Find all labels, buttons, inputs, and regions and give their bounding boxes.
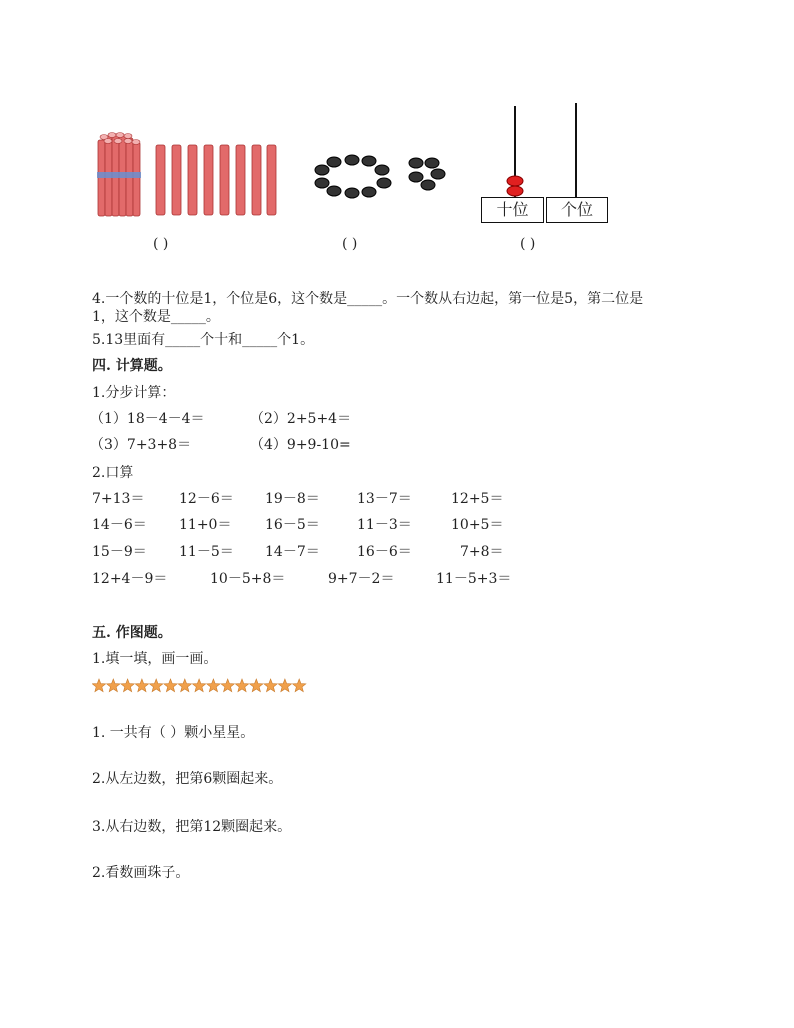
section-4-sub-1: 1.分步计算： — [92, 385, 176, 401]
mental-math-item: 11－5＝ — [179, 544, 234, 560]
abacus-ones-rod — [575, 103, 577, 198]
question-4-line-2: 1，这个数是_____。 — [92, 309, 220, 325]
star-question-1: 1. 一共有（ ）颗小星星。 — [92, 725, 255, 741]
star-icon[interactable] — [150, 679, 163, 692]
mental-math-item: 14－6＝ — [92, 517, 147, 533]
star-icon[interactable] — [164, 679, 177, 692]
star-icon[interactable] — [207, 679, 220, 692]
mental-math-item: 7+8＝ — [460, 544, 504, 560]
question-5: 5.13里面有_____个十和_____个1。 — [92, 332, 315, 348]
star-icon[interactable] — [250, 679, 263, 692]
abacus-beads — [503, 174, 527, 198]
question-4-line-1: 4.一个数的十位是1，个位是6，这个数是_____。一个数从右边起，第一位是5，第二位是 — [92, 291, 644, 307]
step-calc-4: （4）9+9-10= — [250, 437, 351, 453]
star-icon[interactable] — [235, 679, 248, 692]
section-5-sub-2: 2.看数画珠子。 — [92, 865, 190, 881]
stars-row — [92, 678, 312, 694]
section-5-title: 五. 作图题。 — [92, 625, 172, 641]
step-calc-1: （1）18－4－4＝ — [90, 411, 205, 427]
stick-bundle-image — [96, 130, 142, 220]
mental-math-item: 16－5＝ — [265, 517, 320, 533]
step-calc-3: （3）7+3+8＝ — [90, 437, 192, 453]
step-calc-2: （2）2+5+4＝ — [250, 411, 352, 427]
mental-math-item: 10+5＝ — [451, 517, 504, 533]
mental-math-item: 14－7＝ — [265, 544, 320, 560]
star-icon[interactable] — [278, 679, 291, 692]
answer-paren-3[interactable]: ( ) — [520, 236, 536, 252]
star-icon[interactable] — [192, 679, 205, 692]
mental-math-item: 9+7－2＝ — [328, 571, 395, 587]
mental-math-item: 12+4－9＝ — [92, 571, 168, 587]
star-question-3: 3.从右边数，把第12颗圈起来。 — [92, 819, 292, 835]
mental-math-item: 11－3＝ — [357, 517, 412, 533]
answer-paren-1[interactable]: ( ) — [153, 236, 169, 252]
mental-math-item: 12－6＝ — [179, 491, 234, 507]
mental-math-item: 7+13＝ — [92, 491, 145, 507]
mental-math-item: 11－5+3＝ — [436, 571, 512, 587]
star-question-2: 2.从左边数，把第6颗圈起来。 — [92, 771, 283, 787]
mental-math-item: 13－7＝ — [357, 491, 412, 507]
mental-math-item: 12+5＝ — [451, 491, 504, 507]
star-icon[interactable] — [293, 679, 306, 692]
star-icon[interactable] — [221, 679, 234, 692]
single-sticks-image — [154, 143, 278, 217]
answer-paren-2[interactable]: ( ) — [342, 236, 358, 252]
section-4-sub-2: 2.口算 — [92, 465, 134, 481]
beads-image — [312, 152, 448, 202]
star-icon[interactable] — [92, 679, 105, 692]
abacus-ones-label: 个位 — [546, 197, 608, 223]
star-icon[interactable] — [121, 679, 134, 692]
star-icon[interactable] — [135, 679, 148, 692]
section-5-sub-1: 1.填一填，画一画。 — [92, 651, 218, 667]
mental-math-item: 10－5+8＝ — [210, 571, 286, 587]
abacus-tens-label: 十位 — [481, 197, 544, 223]
section-4-title: 四. 计算题。 — [92, 358, 172, 374]
star-icon[interactable] — [178, 679, 191, 692]
mental-math-item: 19－8＝ — [265, 491, 320, 507]
mental-math-item: 16－6＝ — [357, 544, 412, 560]
star-icon[interactable] — [107, 679, 120, 692]
mental-math-item: 15－9＝ — [92, 544, 147, 560]
mental-math-item: 11+0＝ — [179, 517, 232, 533]
star-icon[interactable] — [264, 679, 277, 692]
